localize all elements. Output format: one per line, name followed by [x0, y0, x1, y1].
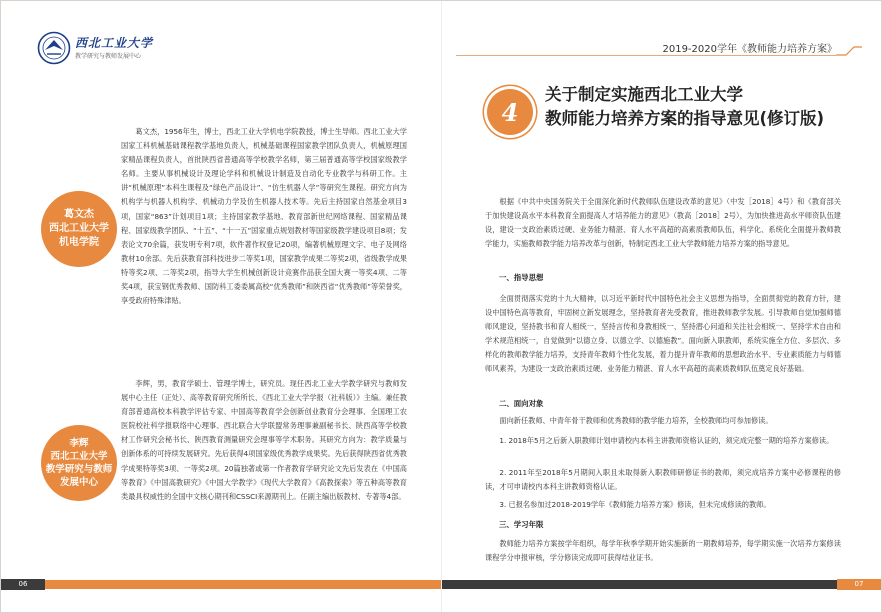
- section-heading-audience: 二、面向对象: [499, 399, 544, 408]
- header-rule: [456, 55, 836, 56]
- profile-badge-li-hui: [41, 425, 117, 501]
- section-paragraph: 面向新任教师、中青年骨干教师和优秀教师的教学能力培养，全校教师均可参加修读。: [499, 416, 773, 425]
- footer-bar-right: [442, 580, 881, 589]
- running-header: 2019-2020学年《教师能力培养方案》: [662, 44, 837, 55]
- university-logo-icon: [37, 31, 71, 65]
- footer-bar-left: [1, 580, 441, 589]
- section-paragraph: 教师能力培养方案按学年组织，每学年秋季学期开始实施新的一期教师培养，每学期实施一次培养方案修读课程学分申报审核，学分修读完成即可获得结业证书。: [485, 539, 841, 563]
- page-number-left: 06: [1, 579, 45, 590]
- title-line-2: 教师能力培养方案的指导意见(修订版): [545, 109, 825, 128]
- section-heading-duration: 三、学习年限: [499, 520, 544, 529]
- badge-line: 发展中心: [59, 477, 98, 488]
- badge-line: 西北工业大学: [50, 451, 108, 462]
- section-paragraph: 1. 2018年5月之后新入职教师计划申请校内本科主讲教师资格认证的，须完成完整一期的培养方案修读。: [499, 436, 834, 445]
- profile-badge-ge-wenjie: [41, 191, 117, 267]
- badge-line: 李辉: [69, 438, 89, 449]
- section-paragraph: 全面贯彻落实党的十九大精神，以习近平新时代中国特色社会主义思想为指导，全面贯彻党的教育方针，建设中国特色高等教育，牢固树立新发展理念，坚持教育者先受教育，推进教师教学发展。引导教师自觉加强师德师风建设，坚持教书和育人相统一、坚持言传和身教相统一、坚持潜心问道和关注社会相统一、坚持学术自由和学术规范相统一，自觉做到“以德立身、以德立学、以德施教”。面向新入职教师，系统实施全方位、多层次、多样化的教师教学能力培养，支持青年教师个性化发展，着力提升青年教师的思想政治水平、专业素质能力与师德师风素养，为建设一支政治素质过硬、业务能力精湛、育人水平高超的高素质教师队伍奠定良好基础。: [485, 294, 841, 374]
- profile-bio-ge-wenjie: 葛文杰，1956年生，博士，西北工业大学机电学院教授，博士生导师。西北工业大学国家工科机械基础课程教学基地负责人，机械基础课程国家教学团队负责人，机械原理国家精品课程负责人，首批陕西省普通高等学校教学名师，第三届普通高等学校国家级教学名师。主要从事机械设计及理论学科和机械设计制造及自动化专业教学与科研工作。主讲“机械原理”本科生课程及“绿色产品设计”、“仿生机器人学”等研究生课程。研究方向为机构学与机器人机构学、机械动力学及仿生机器人技术等。先后主持国家自然基金项目3项，国家“863”计划项目1项；主持国家教学基地、教育部新世纪网络课程、国家精品课程、国家级教学团队、“十五”、“十一五”国家重点规划教材等国家级教学建设项目8项；发表论文70余篇，获发明专利7项，软件著作权登记20项，编著机械原理文字、电子及网络教材10余部。先后获教育部科技进步二等奖1项，国家教学成果二等奖2项，省级教学成果特等奖2项、二等奖2项，指导大学生机械创新设计竞赛作品获全国大赛一等奖4项、二等奖4项，获宝钢优秀教师、国防科工委委属高校“优秀教师”和陕西省“优秀教师”等荣誉奖，享受政府特殊津贴。: [121, 127, 407, 306]
- logo-subtitle: 教学研究与教师发展中心: [75, 53, 142, 60]
- profile-bio-li-hui: 李辉，男，教育学硕士、管理学博士，研究员。现任西北工业大学教学研究与教师发展中心主任（正处）、高等教育研究所所长、《西北工业大学学报（社科版）》主编。兼任教育部普通高校本科教学评估专家、中国高等教育学会创新创业教育分会理事、全国理工农医院校社科学报联络中心理事、西北联合大学联盟常务理事兼副秘书长、陕西高等学校教材工作研究会秘书长、陕西教育测量研究会理事等学术职务。其研究方向为：教学质量与创新体系的可持续发展研究。先后获得4项国家级优秀教学成果奖。先后获得陕西省优秀教学成果特等奖3项、一等奖2项。20篇独著或第一作者教育学研究论文先后发表在《中国高等教育》《中国高教研究》《中国大学教学》《现代大学教育》《高教探索》等五种高等教育类最具权威性的全国中文核心期刊和CSSCI来源期刊上。任副主编出版教材、专著等4部。: [121, 379, 407, 501]
- section-paragraph: 2. 2011年至2018年5月期间入职且未取得新入职教师研修证书的教师，须完成培养方案中必修课程的修读，才可申请校内本科主讲教师资格认证。: [485, 468, 841, 492]
- logo-wordmark: 西北工业大学: [75, 36, 154, 50]
- badge-line: 葛文杰: [64, 209, 94, 220]
- intro-paragraph: 根据《中共中央国务院关于全面深化新时代教师队伍建设改革的意见》（中发［2018］4号）和《教育部关于加快建设高水平本科教育全面提高人才培养能力的意见》（教高［2018］2号），为加快推进高水平师资队伍建设，建设一支政治素质过硬、业务能力精湛、育人水平高超的高素质教师队伍，科学化、系统化全面提升教师教学能力，实施教师教学能力培养改革与创新，特制定西北工业大学教师能力培养方案的指导意见。: [485, 197, 841, 249]
- title-line-1: 关于制定实施西北工业大学: [545, 85, 743, 104]
- header-corner-icon: [836, 45, 862, 57]
- section-number-badge: 4: [487, 89, 533, 135]
- badge-line: 西北工业大学: [49, 223, 109, 234]
- page-title: [545, 83, 824, 131]
- page-spine: [441, 1, 442, 612]
- badge-line: 机电学院: [59, 237, 99, 248]
- section-paragraph: 3. 已报名参加过2018-2019学年《教师能力培养方案》修读，但未完成修读的教师。: [499, 500, 771, 509]
- page-number-right: 07: [837, 579, 881, 590]
- badge-line: 教学研究与教师: [45, 464, 113, 475]
- section-heading-guiding: 一、指导思想: [499, 273, 544, 282]
